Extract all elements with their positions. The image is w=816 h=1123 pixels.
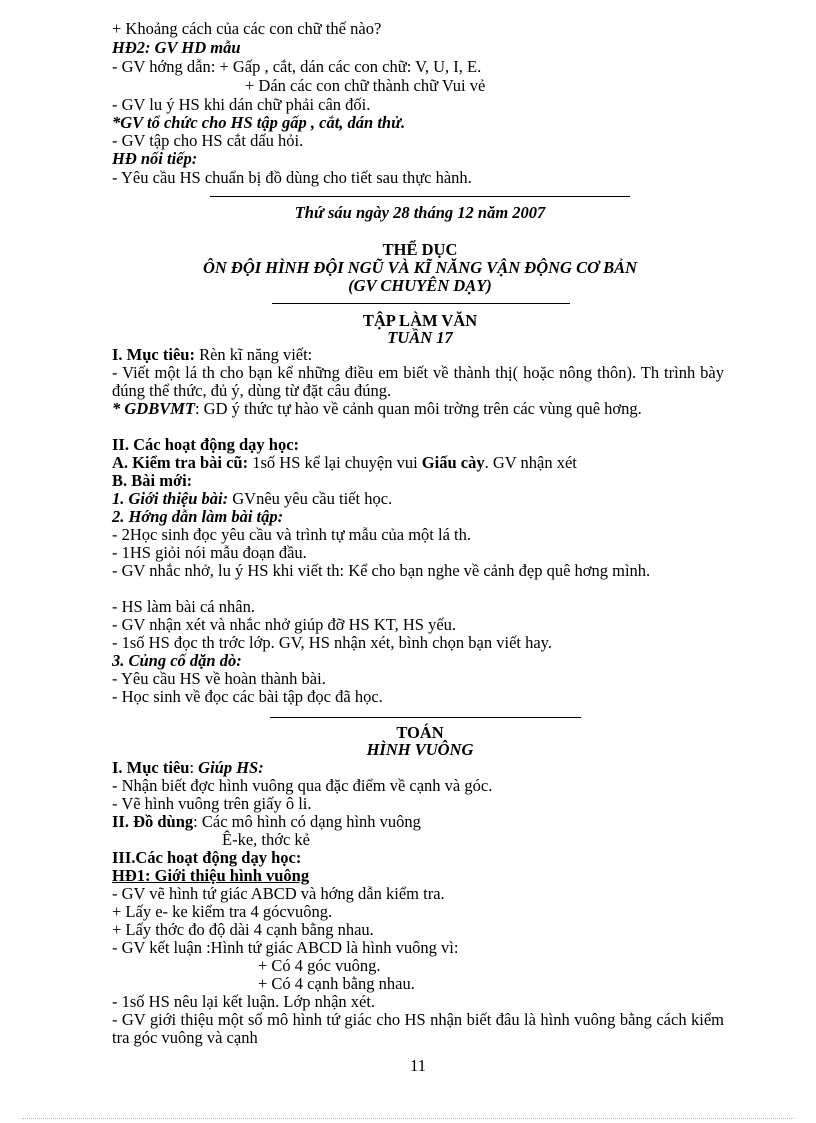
activity-heading: HĐ2: GV HD mẫu: [112, 38, 241, 57]
subject-heading: TẬP LÀM VĂN: [362, 311, 478, 330]
text-line: - Nhận biết đợc hình vuông qua đặc điểm về cạnh và góc.: [112, 776, 493, 795]
paragraph: - GV nhắc nhở, lu ý HS khi viết th: Kể cho bạn nghe về cảnh đẹp quê hơng mình.: [112, 561, 651, 580]
section-heading: 3. Củng cố dặn dò:: [112, 651, 242, 670]
divider: [272, 303, 570, 304]
text-line: + Lấy thớc đo độ dài 4 cạnh bằng nhau.: [112, 920, 374, 939]
divider: [210, 196, 630, 197]
divider: [270, 717, 581, 718]
lesson-note: (GV CHUYÊN DẠY): [348, 276, 492, 295]
activity-heading: HĐ1: Giới thiệu hình vuông: [112, 866, 310, 885]
text-line: [112, 813, 421, 831]
text-line: Ê-ke, thớc kẻ: [222, 830, 310, 849]
paragraph: [112, 400, 724, 418]
gdbvmt-text: : GD ý thức tự hào về cảnh quan môi trờng trên các vùng quê hơng.: [194, 399, 642, 418]
subject-heading: THỂ DỤC: [382, 240, 458, 259]
text-line: + Dán các con chữ thành chữ Vui vẻ: [245, 76, 486, 95]
text-line: - 2Học sinh đọc yêu cầu và trình tự mẫu của một lá th.: [112, 525, 472, 544]
section-label: II. Đồ dùng: [112, 812, 194, 831]
text-line: - Yêu cầu HS về hoàn thành bài.: [112, 669, 326, 688]
story-title: Giấu cày: [421, 453, 485, 472]
section-text: . GV nhận xét: [484, 453, 577, 472]
text-line: [112, 454, 577, 472]
section-heading: B. Bài mới:: [112, 471, 193, 490]
gdbvmt-label: * GDBVMT: [112, 399, 195, 418]
paragraph: - GV giới thiệu một số mô hình tứ giác cho HS nhận biết đâu là hình vuông bằng cách kiểm tra góc vuông và cạnh: [112, 1010, 724, 1047]
date-heading: Thứ sáu ngày 28 tháng 12 năm 2007: [294, 203, 546, 222]
page-number: 11: [409, 1056, 427, 1075]
text-line: + Khoảng cách của các con chữ thế nào?: [112, 19, 382, 38]
lesson-title: ÔN ĐỘI HÌNH ĐỘI NGŨ VÀ KĨ NĂNG VẬN ĐỘNG CƠ BẢN: [202, 258, 638, 277]
text-line: - 1HS giỏi nói mẫu đoạn đầu.: [112, 543, 307, 562]
text-line: - 1số HS đọc th trớc lớp. GV, HS nhận xét, bình chọn bạn viết hay.: [112, 633, 552, 652]
section-heading: II. Các hoạt động dạy học:: [112, 435, 300, 454]
text-line: - Vẽ hình vuông trên giấy ô li.: [112, 794, 312, 813]
lesson-title: TUẦN 17: [387, 328, 453, 347]
text-line: [112, 490, 392, 508]
text-line: - 1số HS nêu lại kết luận. Lớp nhận xét.: [112, 992, 376, 1011]
section-text: Rèn kĩ năng viết:: [194, 345, 313, 364]
section-text: : Các mô hình có dạng hình vuông: [193, 812, 421, 831]
text-line: - GV kết luận :Hình tứ giác ABCD là hình vuông vì:: [112, 938, 459, 957]
section-text: Giúp HS:: [198, 758, 264, 777]
section-text: GVnêu yêu cầu tiết học.: [228, 489, 393, 508]
activity-heading: HĐ nối tiếp:: [112, 149, 198, 168]
page-edge: [22, 1118, 794, 1119]
paragraph: - Viết một lá th cho bạn kể những điều em biết về thành thị( hoặc nông thôn). Th trình bày đúng thể thức, đủ ý, dùng từ đặt câu đúng.: [112, 363, 724, 400]
text-line: - Yêu cầu HS chuẩn bị đồ dùng cho tiết sau thực hành.: [112, 168, 472, 187]
text-line: [112, 346, 312, 364]
text-line: - GV tập cho HS cắt dấu hỏi.: [112, 131, 304, 150]
activity-heading: *GV tổ chức cho HS tập gấp , cắt, dán thử.: [112, 113, 406, 132]
text-line: - GV vẽ hình tứ giác ABCD và hớng dẫn kiểm tra.: [112, 884, 445, 903]
section-heading: III.Các hoạt động dạy học:: [112, 848, 302, 867]
text-line: + Có 4 cạnh bằng nhau.: [258, 974, 415, 993]
text-line: I. Mục tiêu: Giúp HS:: [112, 758, 264, 777]
section-heading: 2. Hớng dẫn làm bài tập:: [112, 507, 284, 526]
text-line: - GV lu ý HS khi dán chữ phải cân đối.: [112, 95, 371, 114]
section-label: I. Mục tiêu: [112, 758, 190, 777]
text-line: - HS làm bài cá nhân.: [112, 597, 255, 616]
text-line: - Học sinh về đọc các bài tập đọc đã học.: [112, 687, 383, 706]
lesson-title: HÌNH VUÔNG: [366, 740, 474, 759]
text-line: + Có 4 góc vuông.: [258, 956, 381, 975]
text-line: - GV hớng dẫn: + Gấp , cắt, dán các con chữ: V, U, I, E.: [112, 57, 482, 76]
section-label: I. Mục tiêu:: [112, 345, 195, 364]
text-line: - GV nhận xét và nhắc nhở giúp đỡ HS KT, HS yếu.: [112, 615, 457, 634]
text-line: + Lấy e- ke kiểm tra 4 gócvuông.: [112, 902, 333, 921]
section-text: 1số HS kể lại chuyện vui: [248, 453, 422, 472]
section-label: A. Kiểm tra bài cũ:: [112, 453, 249, 472]
subject-heading: TOÁN: [396, 723, 444, 742]
section-label: 1. Giới thiệu bài:: [112, 489, 229, 508]
